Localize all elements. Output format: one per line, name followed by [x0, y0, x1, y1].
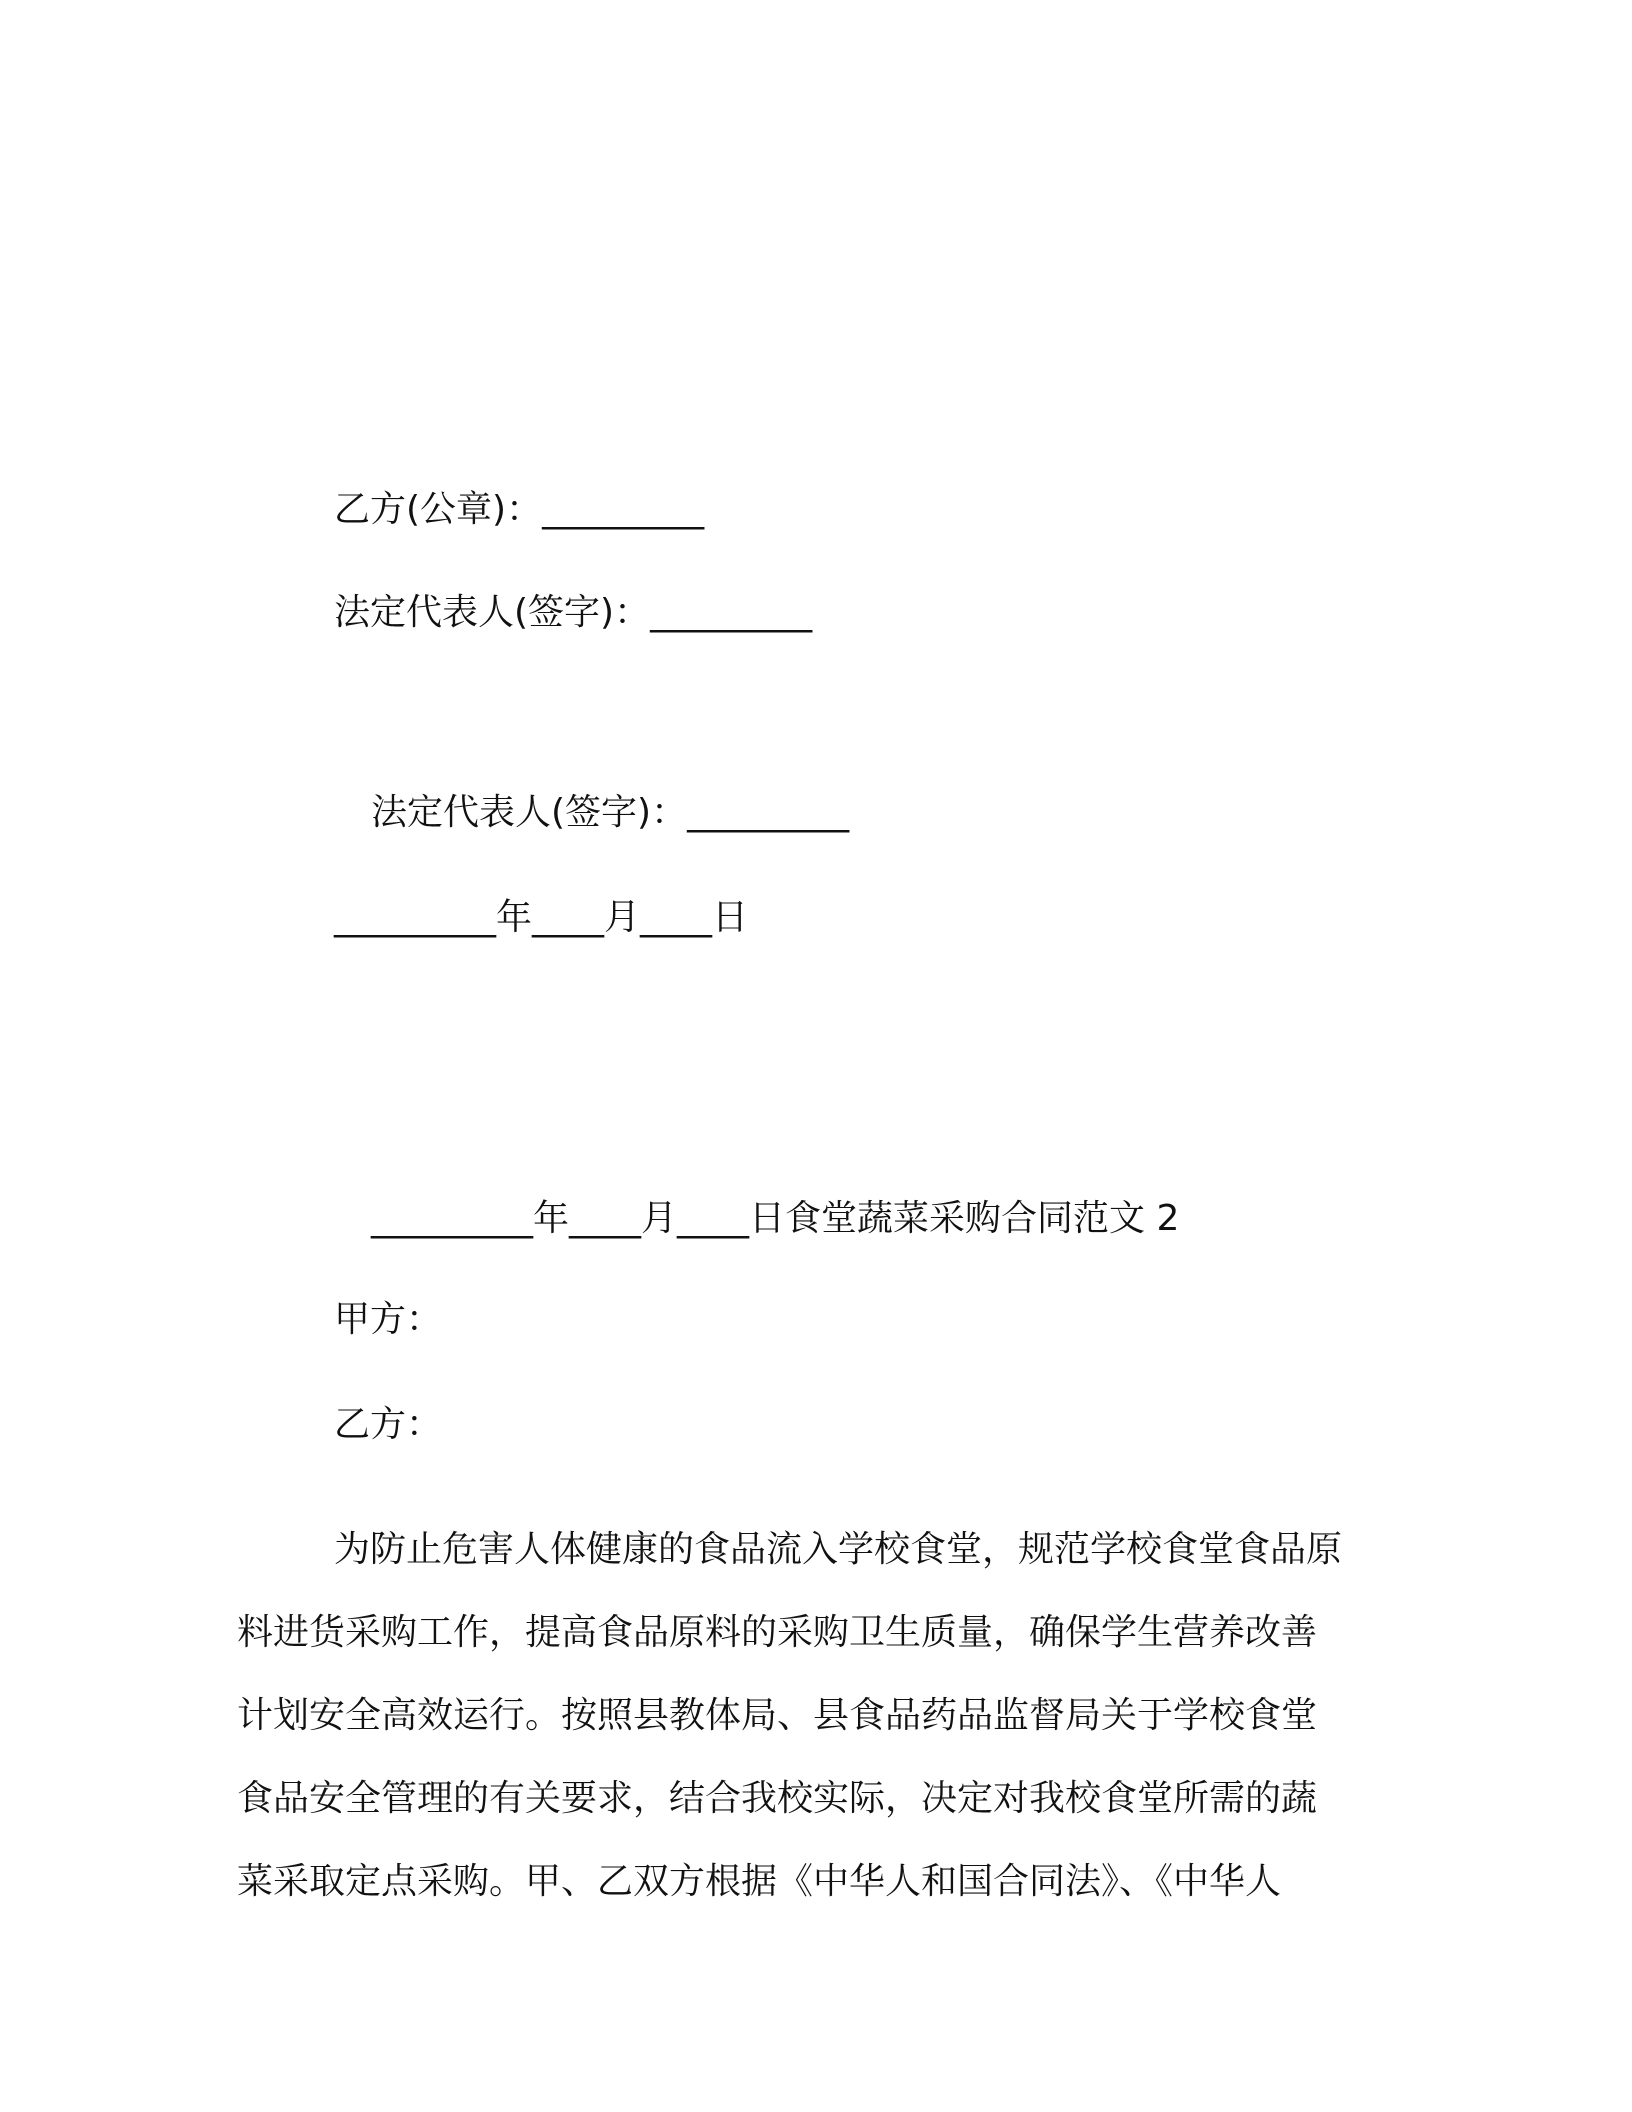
- party-b-seal-line: 乙方(公章)：_________: [334, 489, 705, 530]
- contract-heading: _________年____月____日食堂蔬菜采购合同范文 2: [371, 1198, 1180, 1239]
- body-paragraph: [237, 1508, 1377, 1923]
- signature-date-line: _________年____月____日: [334, 897, 748, 938]
- legal-representative-line-2: 法定代表人(签字)：_________: [371, 792, 850, 833]
- party-a-label: 甲方：: [334, 1299, 443, 1340]
- paragraph-line: 食品安全管理的有关要求，结合我校实际，决定对我校食堂所需的蔬: [237, 1778, 1318, 1819]
- paragraph-line: 菜采取定点采购。甲、乙双方根据《中华人和国合同法》、《中华人: [237, 1861, 1282, 1902]
- legal-representative-line-1: 法定代表人(签字)：_________: [334, 592, 813, 633]
- paragraph-line: 为防止危害人体健康的食品流入学校食堂，规范学校食堂食品原: [334, 1529, 1343, 1570]
- paragraph-line: 计划安全高效运行。按照县教体局、县食品药品监督局关于学校食堂: [237, 1695, 1318, 1736]
- paragraph-line: 料进货采购工作，提高食品原料的采购卫生质量，确保学生营养改善: [237, 1612, 1318, 1653]
- party-b-label: 乙方：: [334, 1404, 443, 1445]
